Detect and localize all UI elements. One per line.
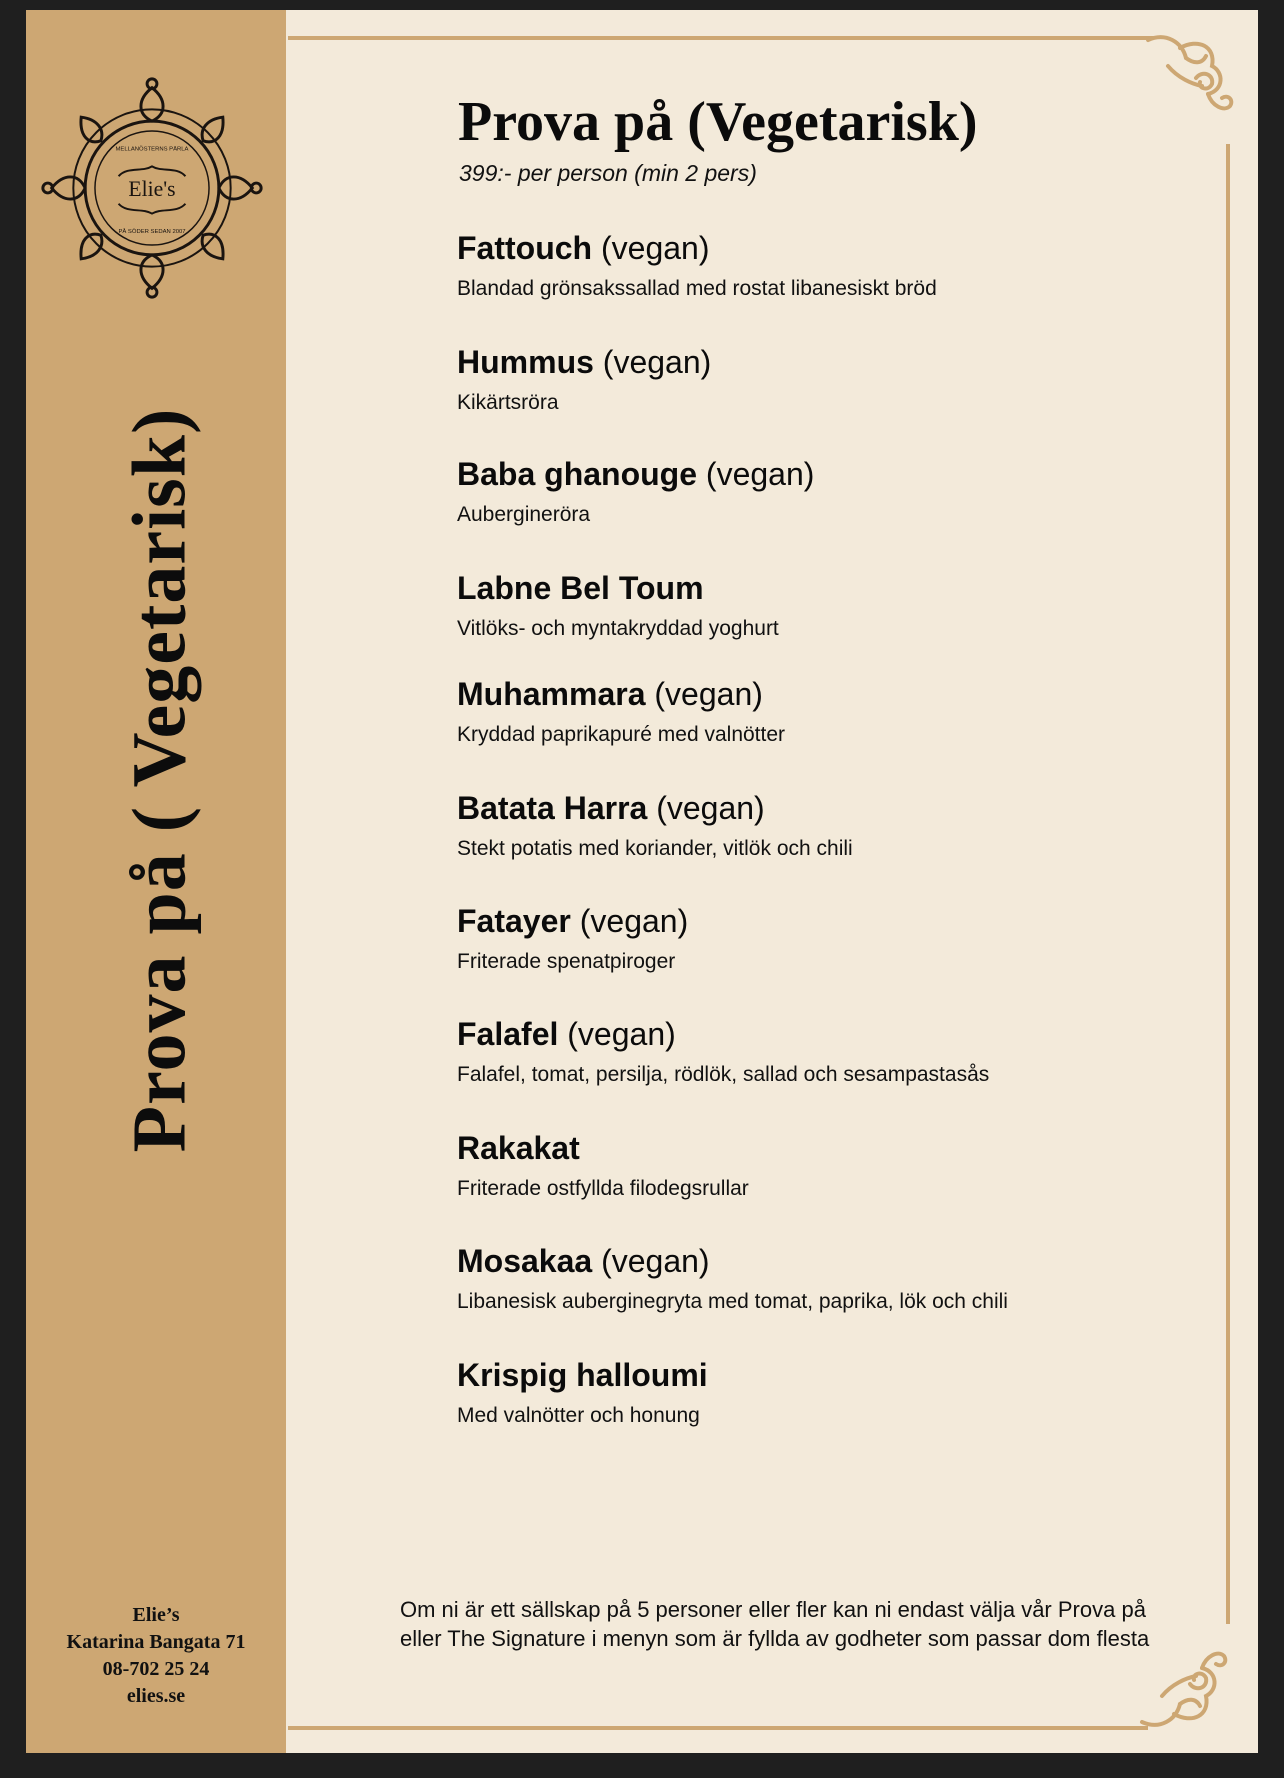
menu-item-description: Friterade spenatpiroger: [457, 950, 676, 973]
sidebar: [26, 10, 286, 1753]
menu-item-name: Krispig halloumi: [457, 1357, 708, 1393]
menu-item-name-row: [457, 676, 1177, 713]
menu-item-name: Labne Bel Toum: [457, 570, 704, 606]
menu-item: [457, 1016, 1177, 1087]
menu-item-description: Vitlöks- och myntakryddad yoghurt: [457, 617, 779, 640]
menu-item-description: Friterade ostfyllda filodegsrullar: [457, 1177, 749, 1200]
menu-price: 399:- per person (min 2 pers): [459, 160, 757, 186]
menu-page: [26, 10, 1258, 1753]
footer-note: [400, 1595, 1200, 1653]
menu-item-tag: (vegan): [558, 1016, 676, 1052]
menu-item-name-row: [457, 790, 1177, 827]
menu-item-name-row: [457, 344, 1177, 381]
menu-item-name: Batata Harra: [457, 790, 648, 826]
contact-address: Katarina Bangata 71: [66, 1631, 246, 1653]
menu-item-tag: (vegan): [647, 790, 765, 826]
menu-item-name-row: [457, 1130, 1177, 1167]
footer-note-line: Om ni är ett sällskap på 5 personer eller fler kan ni endast välja vår Prova på: [400, 1597, 1146, 1622]
menu-item-name-row: [457, 570, 1177, 607]
menu-item-name-row: [457, 1016, 1177, 1053]
menu-item-name: Fattouch: [457, 230, 593, 266]
top-rule: [288, 36, 1154, 40]
menu-item-name-row: [457, 903, 1177, 940]
menu-item-description: Kryddad paprikapuré med valnötter: [457, 723, 786, 746]
menu-item-name-row: [457, 1357, 1177, 1394]
menu-title: Prova på (Vegetarisk): [458, 91, 978, 153]
logo-arc-bottom: PÅ SÖDER SEDAN 2007: [118, 229, 186, 236]
menu-item-tag: (vegan): [592, 230, 710, 266]
menu-item: [457, 456, 1177, 527]
menu-item-tag: (vegan): [645, 676, 763, 712]
corner-ornament-icon: [1142, 28, 1238, 124]
menu-item: [457, 344, 1177, 415]
menu-item: [457, 570, 1177, 641]
menu-item-name-row: [457, 456, 1177, 493]
menu-item-name: Hummus: [457, 344, 594, 380]
menu-item-name: Baba ghanouge: [457, 456, 698, 492]
menu-item: [457, 1130, 1177, 1201]
logo-arc-top: MELLANÖSTERNS PÄRLA: [115, 146, 189, 153]
contact-block: [26, 1602, 286, 1710]
ornate-logo-icon: [34, 70, 270, 306]
menu-item-description: Stekt potatis med koriander, vitlök och chili: [457, 837, 853, 860]
menu-item: [457, 676, 1177, 747]
menu-item-tag: (vegan): [592, 1243, 710, 1279]
menu-item-tag: (vegan): [697, 456, 815, 492]
menu-item-name: Muhammara: [457, 676, 646, 712]
menu-item-description: Auberginerörа: [457, 503, 591, 526]
contact-phone: 08-702 25 24: [102, 1658, 210, 1680]
menu-item-tag: (vegan): [570, 903, 689, 939]
menu-item-description: Kikärtsröra: [457, 391, 559, 414]
contact-website: elies.se: [126, 1685, 186, 1707]
menu-item: [457, 1243, 1177, 1314]
vertical-menu-title: Prova på ( Vegetarisk): [117, 407, 202, 1153]
right-rule: [1226, 144, 1230, 1624]
menu-item-name: Rakakat: [457, 1130, 580, 1166]
menu-item-name: Falafel: [457, 1016, 559, 1052]
menu-item-description: Falafel, tomat, persilja, rödlök, sallad och sesampastasås: [457, 1063, 990, 1086]
menu-item: [457, 1357, 1177, 1428]
menu-item-tag: (vegan): [593, 344, 712, 380]
bottom-rule: [288, 1726, 1148, 1730]
menu-item-name: Mosakaa: [457, 1243, 593, 1279]
menu-item-name-row: [457, 1243, 1177, 1280]
menu-item: [457, 903, 1177, 974]
contact-name: Elie’s: [132, 1604, 180, 1626]
logo-wordmark: Elie's: [128, 176, 176, 201]
menu-item-name: Fatayer: [457, 903, 571, 939]
menu-item-description: Med valnötter och honung: [457, 1404, 700, 1427]
menu-item-name-row: [457, 230, 1177, 267]
menu-item: [457, 790, 1177, 861]
restaurant-logo: [34, 70, 294, 330]
menu-item-description: Libanesisk auberginegryta med tomat, paprika, lök och chili: [457, 1290, 1008, 1313]
menu-item: [457, 230, 1177, 301]
footer-note-line: eller The Signature i menyn som är fyllda av godheter som passar dom flesta: [400, 1626, 1150, 1651]
menu-item-description: Blandad grönsakssallad med rostat libanesiskt bröd: [457, 277, 937, 300]
